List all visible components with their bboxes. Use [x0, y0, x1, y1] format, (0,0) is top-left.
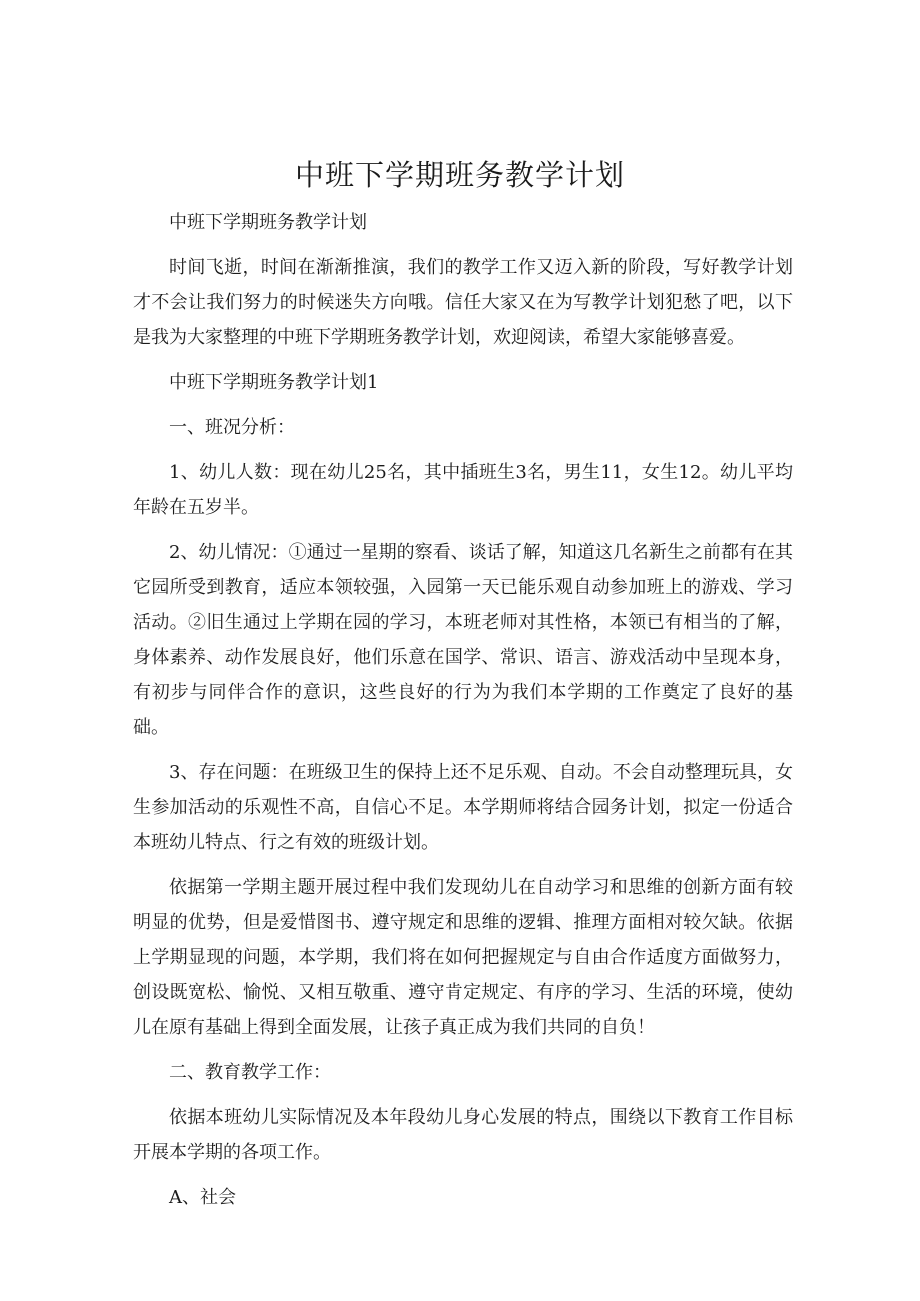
paragraph-child-situation: 2、幼儿情况：①通过一星期的察看、谈话了解，知道这几名新生之前都有在其它园所受到教育，适应本领较强，入园第一天已能乐观自动参加班上的游戏、学习活动。②旧生通过上学期在园的学习，本班老师对其性格，本领已有相当的了解，身体素养、动作发展良好，他们乐意在国学、常识、语言、游戏活动中呈现本身，有初步与同伴合作的意识，这些良好的行为为我们本学期的工作奠定了良好的基础。 — [133, 542, 793, 738]
subsection-heading-society: A、社会 — [169, 1187, 236, 1208]
paragraph-existing-problems: 3、存在问题：在班级卫生的保持上还不足乐观、自动。不会自动整理玩具，女生参加活动的乐观性不高，自信心不足。本学期师将结合园务计划，拟定一份适合本班幼儿特点、行之有效的班级计划。 — [133, 762, 793, 853]
paragraph-teaching-goals: 依据本班幼儿实际情况及本年段幼儿身心发展的特点，围绕以下教育工作目标开展本学期的各项工作。 — [133, 1107, 793, 1163]
document-title: 中班下学期班务教学计划 — [294, 158, 625, 192]
paragraph-subtitle: 中班下学期班务教学计划 — [169, 212, 367, 233]
paragraph-child-count: 1、幼儿人数：现在幼儿25名，其中插班生3名，男生11，女生12。幼儿平均年龄在五岁半。 — [133, 462, 793, 518]
document-body — [133, 205, 793, 1225]
section-heading-teaching-work: 二、教育教学工作： — [169, 1062, 331, 1083]
paragraph-intro: 时间飞逝，时间在渐渐推演，我们的教学工作又迈入新的阶段，写好教学计划才不会让我们努力的时候迷失方向哦。信任大家又在为写教学计划犯愁了吧，以下是我为大家整理的中班下学期班务教学计划，欢迎阅读，希望大家能够喜爱。 — [133, 257, 793, 348]
paragraph-semester-basis: 依据第一学期主题开展过程中我们发现幼儿在自动学习和思维的创新方面有较明显的优势，但是爱惜图书、遵守规定和思维的逻辑、推理方面相对较欠缺。依据上学期显现的问题，本学期，我们将在如何把握规定与自由合作适度方面做努力，创设既宽松、愉悦、又相互敬重、遵守肯定规定、有序的学习、生活的环境，使幼儿在原有基础上得到全面发展，让孩子真正成为我们共同的自负！ — [133, 877, 793, 1038]
section-heading-class-analysis: 一、班况分析： — [169, 417, 295, 438]
paragraph-plan-heading: 中班下学期班务教学计划1 — [169, 372, 379, 393]
